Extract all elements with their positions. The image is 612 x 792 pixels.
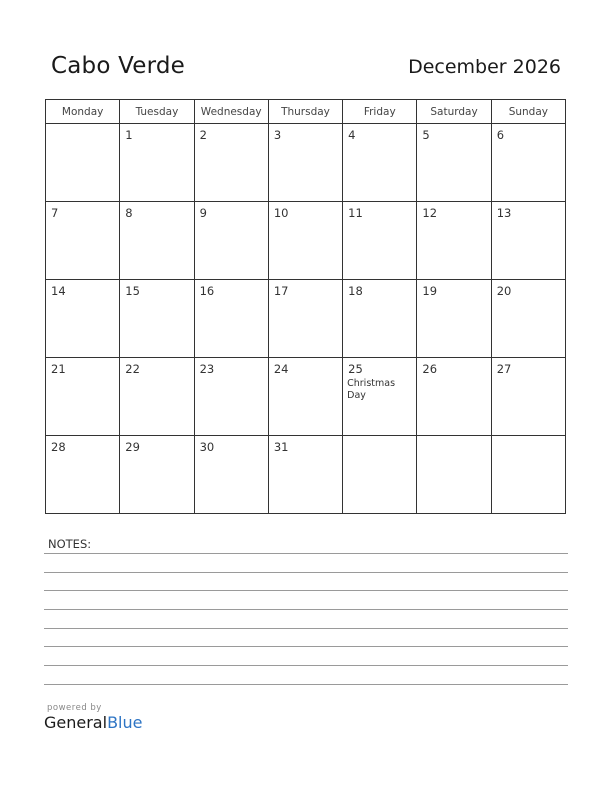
day-number: [492, 436, 565, 441]
day-cell: [194, 280, 268, 358]
day-cell: [343, 124, 417, 202]
week-row: [46, 436, 566, 514]
day-cell: [417, 358, 491, 436]
day-cell: [120, 202, 194, 280]
day-number: 4: [348, 128, 356, 142]
day-number: 7: [51, 206, 59, 220]
day-number: [343, 436, 416, 441]
day-number: 2: [199, 128, 207, 142]
day-number: 25: [348, 362, 363, 376]
day-number: 19: [422, 284, 438, 298]
day-cell: [343, 436, 417, 514]
day-number: 6: [496, 128, 505, 142]
notes-line: [44, 684, 568, 685]
day-number: 18: [348, 284, 363, 298]
day-cell: [120, 124, 194, 202]
day-number: 9: [199, 206, 207, 220]
day-cell: [491, 436, 565, 514]
calendar-grid: [45, 99, 566, 514]
day-cell: [343, 202, 417, 280]
day-cell: [194, 202, 268, 280]
day-number: 31: [273, 440, 289, 454]
day-number: 13: [496, 206, 512, 220]
day-cell: [417, 436, 491, 514]
holiday-label: Christmas Day: [347, 378, 396, 401]
day-cell: [46, 358, 120, 436]
brand-name-blue: Blue: [107, 713, 143, 732]
day-cell: [46, 436, 120, 514]
day-cell: [46, 124, 120, 202]
weekday-saturday: Saturday: [417, 100, 491, 124]
weekday-tuesday: Tuesday: [120, 100, 194, 124]
day-cell: [194, 124, 268, 202]
notes-line: [44, 665, 568, 666]
weekday-sunday: Sunday: [491, 100, 565, 124]
day-number: 27: [496, 362, 512, 376]
day-number: 29: [125, 440, 140, 454]
day-number: [46, 124, 119, 129]
day-number: 1: [125, 128, 133, 142]
weekday-header-row: [46, 100, 566, 124]
notes-line: [44, 609, 568, 610]
day-number: 3: [273, 128, 282, 142]
day-number: 15: [125, 284, 140, 298]
day-number: 26: [422, 362, 438, 376]
weekday-monday: Monday: [46, 100, 120, 124]
day-cell: [268, 202, 342, 280]
day-number: 12: [422, 206, 438, 220]
day-cell: [491, 358, 565, 436]
weekday-thursday: Thursday: [268, 100, 342, 124]
day-cell: [46, 280, 120, 358]
week-row: [46, 280, 566, 358]
day-number: 30: [199, 440, 215, 454]
week-row: [46, 202, 566, 280]
brand-logo: [44, 703, 142, 732]
day-cell: [194, 358, 268, 436]
day-number: 5: [422, 128, 430, 142]
day-number: 14: [51, 284, 66, 298]
brand-name-general: General: [44, 713, 108, 732]
day-cell: [268, 124, 342, 202]
notes-line: [44, 628, 568, 629]
day-number: 22: [125, 362, 140, 376]
day-cell: [268, 358, 342, 436]
day-number: 23: [199, 362, 215, 376]
notes-line: [44, 572, 568, 573]
day-number: [417, 436, 490, 441]
day-cell: [417, 202, 491, 280]
country-title: Cabo Verde: [51, 53, 186, 79]
notes-line: [44, 590, 568, 591]
day-cell: [194, 436, 268, 514]
weekday-wednesday: Wednesday: [194, 100, 268, 124]
day-number: 16: [199, 284, 215, 298]
powered-by-text: powered by: [47, 703, 102, 713]
day-number: 11: [348, 206, 363, 220]
day-cell: [268, 280, 342, 358]
day-number: 28: [51, 440, 66, 454]
day-cell: [268, 436, 342, 514]
day-cell: [343, 280, 417, 358]
day-cell: [491, 202, 565, 280]
day-cell: [491, 280, 565, 358]
day-cell: [417, 124, 491, 202]
notes-line: [44, 553, 568, 554]
day-number: 10: [273, 206, 289, 220]
day-number: 21: [51, 362, 66, 376]
brand-name: [44, 713, 142, 732]
day-number: 20: [496, 284, 512, 298]
day-cell: [46, 202, 120, 280]
weekday-friday: Friday: [343, 100, 417, 124]
day-cell: [120, 358, 194, 436]
week-row: [46, 358, 566, 436]
month-year-title: December 2026: [408, 56, 561, 78]
day-cell: [491, 124, 565, 202]
week-row: [46, 124, 566, 202]
day-number: 24: [273, 362, 289, 376]
day-cell-holiday: [343, 358, 417, 436]
day-cell: [120, 436, 194, 514]
day-number: 8: [125, 206, 133, 220]
day-cell: [417, 280, 491, 358]
day-cell: [120, 280, 194, 358]
notes-line: [44, 646, 568, 647]
day-number: 17: [273, 284, 289, 298]
notes-label: NOTES:: [48, 537, 92, 551]
